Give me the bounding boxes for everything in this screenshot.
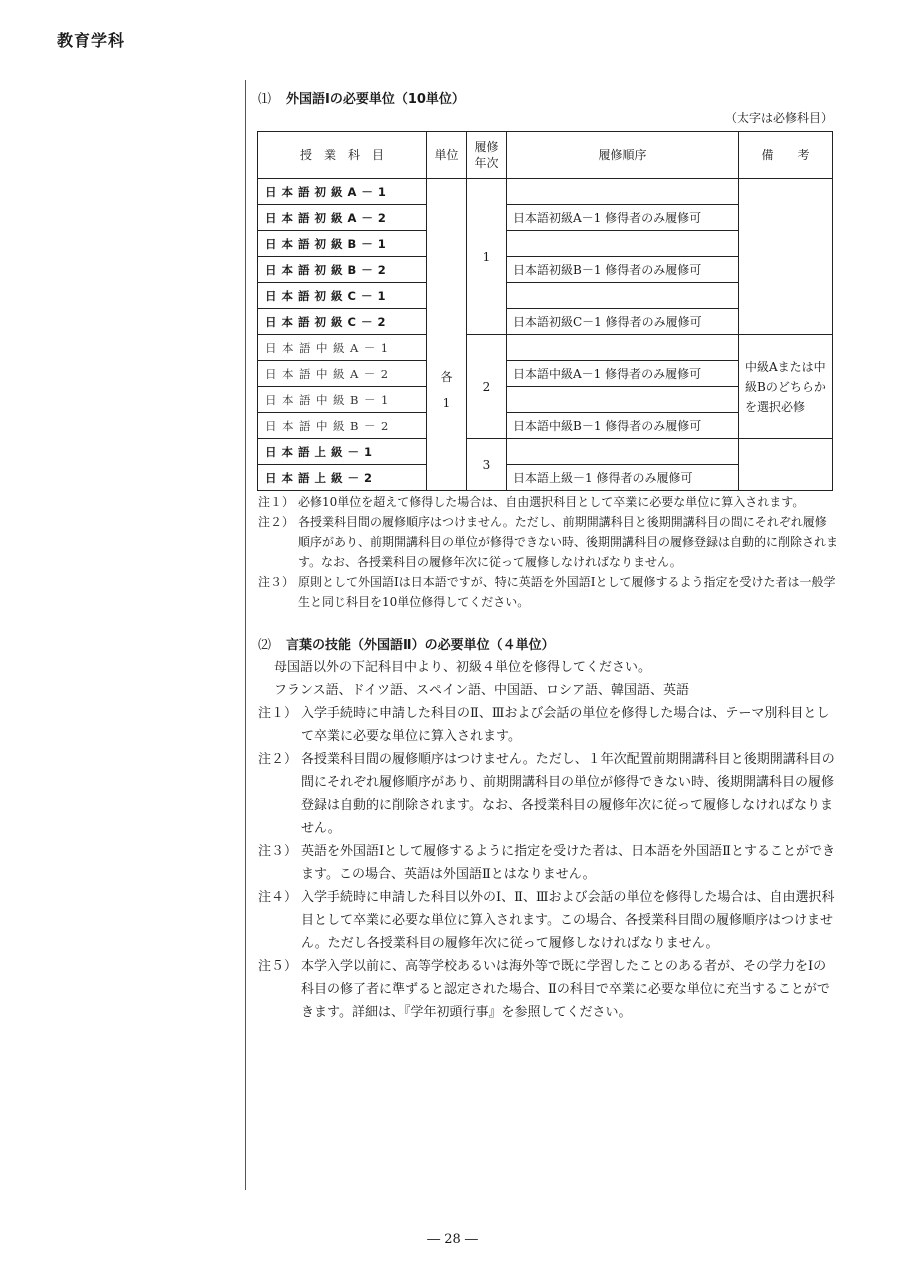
- section1-notes: [258, 492, 838, 612]
- subject-cell: 日本語中級B－1: [258, 387, 427, 413]
- section2-notes: [258, 702, 838, 1024]
- order-cell: 日本語初級C－1 修得者のみ履修可: [507, 309, 739, 335]
- subject-cell: 日本語初級A－2: [258, 205, 427, 231]
- remarks-cell-advanced: [739, 439, 833, 491]
- table-header-row: [258, 132, 833, 179]
- subject-cell: 日本語初級C－2: [258, 309, 427, 335]
- section2-number: ⑵: [258, 638, 272, 653]
- subject-cell: 日本語初級C－1: [258, 283, 427, 309]
- unit-cell: 各 1: [427, 179, 467, 491]
- page-header-title: 教育学科: [57, 31, 126, 50]
- order-cell: [507, 439, 739, 465]
- bold-legend: （太字は必修科目）: [724, 111, 833, 125]
- subject-cell: 日本語中級A－1: [258, 335, 427, 361]
- order-cell: 日本語初級A－1 修得者のみ履修可: [507, 205, 739, 231]
- order-cell: 日本語上級－1 修得者のみ履修可: [507, 465, 739, 491]
- section2-body: [258, 656, 838, 1024]
- note-item: 注２） 各授業科目間の履修順序はつけません。ただし、１年次配置前期開講科目と後期開講科目の間にそれぞれ履修順序があり、前期開講科目の単位が修得できない時、後期開講科目の履修登録は自動的に削除されます。なお、各授業科目の履修年次に従って履修しなければなりません。: [258, 752, 835, 836]
- note-item: 注１） 入学手続時に申請した科目のⅡ、Ⅲおよび会話の単位を修得した場合は、テーマ別科目として卒業に必要な単位に算入されます。: [258, 706, 830, 744]
- section2-title-text: 言葉の技能（外国語Ⅱ）の必要単位（４単位）: [286, 638, 555, 653]
- year-cell-2: 2: [467, 335, 507, 439]
- section2-intro: 母国語以外の下記科目中より、初級４単位を修得してください。: [274, 660, 652, 675]
- header-year: 履修 年次: [467, 132, 507, 179]
- table-row: [258, 179, 833, 205]
- remarks-cell-beginner: [739, 179, 833, 335]
- note-item: 注３） 原則として外国語Ⅰは日本語ですが、特に英語を外国語Ⅰとして履修するよう指定を受けた者は一般学生と同じ科目を10単位修得してください。: [258, 575, 836, 609]
- subject-cell: 日本語初級A－1: [258, 179, 427, 205]
- year-cell-1: 1: [467, 179, 507, 335]
- section1-title: [258, 88, 465, 107]
- required-units-table: [257, 131, 833, 491]
- order-cell: 日本語中級B－1 修得者のみ履修可: [507, 413, 739, 439]
- section2-languages: フランス語、ドイツ語、スペイン語、中国語、ロシア語、韓国語、英語: [274, 683, 689, 698]
- note-item: 注１） 必修10単位を超えて修得した場合は、自由選択科目として卒業に必要な単位に算入されます。: [258, 495, 805, 509]
- section2-title: [258, 634, 555, 653]
- subject-cell: 日本語上級－1: [258, 439, 427, 465]
- order-cell: [507, 179, 739, 205]
- subject-cell: 日本語上級－2: [258, 465, 427, 491]
- table-row: [258, 335, 833, 361]
- note-item: 注２） 各授業科目間の履修順序はつけません。ただし、前期開講科目と後期開講科目の間にそれぞれ履修順序があり、前期開講科目の単位が修得できない時、後期開講科目の履修登録は自動的に削除されます。なお、各授業科目の履修年次に従って履修しなければなりません。: [258, 515, 839, 569]
- header-unit: 単位: [427, 132, 467, 179]
- page-number: ― 28 ―: [427, 1232, 478, 1247]
- remarks-cell-intermediate: 中級Aまたは中級Bのどちらかを選択必修: [739, 335, 833, 439]
- header-remarks: 備 考: [739, 132, 833, 179]
- section1-title-text: 外国語Ⅰの必要単位（10単位）: [286, 92, 465, 107]
- note-item: 注４） 入学手続時に申請した科目以外のⅠ、Ⅱ、Ⅲおよび会話の単位を修得した場合は、自由選択科目として卒業に必要な単位に算入されます。この場合、各授業科目間の履修順序はつけません。ただし各授業科目の履修年次に従って履修しなければなりません。: [258, 890, 835, 951]
- section1-number: ⑴: [258, 92, 272, 107]
- vertical-divider: [245, 80, 246, 1190]
- note-item: 注５） 本学入学以前に、高等学校あるいは海外等で既に学習したことのある者が、その学力をⅠの科目の修了者に準ずると認定された場合、Ⅱの科目で卒業に必要な単位に充当することができます。詳細は、『学年初頭行事』を参照してください。: [258, 959, 830, 1020]
- order-cell: [507, 283, 739, 309]
- header-subject: 授 業 科 目: [258, 132, 427, 179]
- order-cell: [507, 231, 739, 257]
- order-cell: [507, 387, 739, 413]
- order-cell: [507, 335, 739, 361]
- subject-cell: 日本語中級B－2: [258, 413, 427, 439]
- subject-cell: 日本語初級B－2: [258, 257, 427, 283]
- table-row: [258, 439, 833, 465]
- year-cell-3: 3: [467, 439, 507, 491]
- header-order: 履修順序: [507, 132, 739, 179]
- subject-cell: 日本語中級A－2: [258, 361, 427, 387]
- note-item: 注３） 英語を外国語Ⅰとして履修するように指定を受けた者は、日本語を外国語Ⅱとすることができます。この場合、英語は外国語Ⅱとはなりません。: [258, 844, 835, 882]
- order-cell: 日本語初級B－1 修得者のみ履修可: [507, 257, 739, 283]
- order-cell: 日本語中級A－1 修得者のみ履修可: [507, 361, 739, 387]
- subject-cell: 日本語初級B－1: [258, 231, 427, 257]
